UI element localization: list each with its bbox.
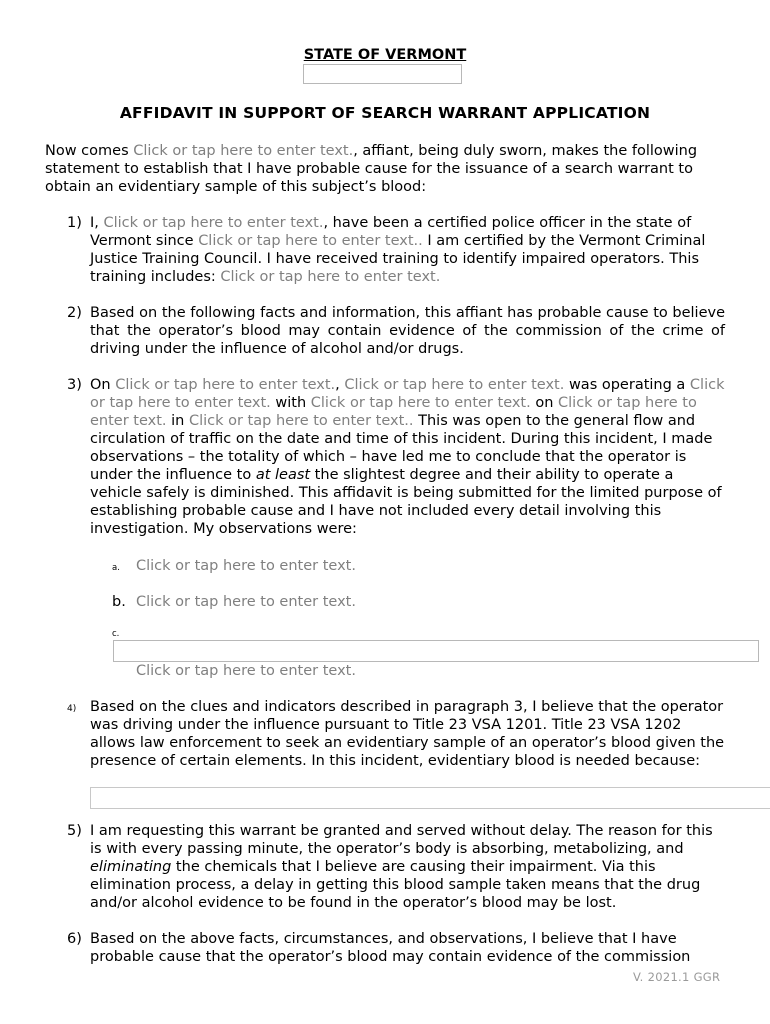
sub-label: b.	[112, 594, 126, 610]
document-state-title: STATE OF VERMONT	[303, 47, 467, 63]
paragraph-number: 3)	[67, 377, 82, 393]
sub-label: c.	[112, 629, 120, 639]
paragraph-number: 2)	[67, 305, 82, 321]
vehicle-field[interactable]: Click or tap here to enter text.	[90, 377, 725, 411]
document-heading: AFFIDAVIT IN SUPPORT OF SEARCH WARRANT APPLICATION	[119, 104, 651, 122]
observation-c-field[interactable]: Click or tap here to enter text.	[136, 663, 356, 679]
paragraph-1: 1) I, Click or tap here to enter text., have been a certified police officer in the state of Vermont since Click or tap here to enter text.. I am certified by the Vermont Criminal Justice Training Council. I have received training to identify impaired operators. This training includes: Click or tap here to enter text.	[67, 215, 706, 285]
town-field[interactable]: Click or tap here to enter text..	[188, 413, 414, 429]
certified-since-field[interactable]: Click or tap here to enter text..	[198, 233, 423, 249]
training-field[interactable]: Click or tap here to enter text.	[220, 269, 441, 285]
paragraph-4: 4) Based on the clues and indicators described in paragraph 3, I believe that the operator was driving under the influence pursuant to Title 23 VSA 1201. Title 23 VSA 1202 allows law enforcement to seek an evidentiary sample of an operator’s blood given the presence of certain elements. In this incident, evidentiary blood is needed because:	[67, 699, 725, 769]
paragraph-number: 1)	[67, 215, 82, 231]
date-field[interactable]: Click or tap here to enter text.	[115, 377, 336, 393]
paragraph-number: 4)	[67, 704, 77, 714]
affiant-name-field[interactable]: Click or tap here to enter text.	[133, 143, 354, 159]
paragraph-number: 5)	[67, 823, 82, 839]
paragraph-3: 3) On Click or tap here to enter text., Click or tap here to enter text. was operating a Click or tap here to enter text. with Click or tap here to enter text. on Click or tap here to enter text. in Click or tap here to enter text.. This was open to the general flow and circulation of traffic on the date and time of this incident. During this incident, I made observations – the totality of which – have led me to conclude that the operator is under the influence to at least the slightest degree and their ability to operate a vehicle safely is diminished. This affidavit is being submitted for the limited purpose of establishing probable cause and I have not included every detail involving this investigation. My observations were:	[67, 377, 725, 537]
road-field[interactable]: Click or tap here to enter text.	[90, 395, 697, 429]
operator-name-field[interactable]: Click or tap here to enter text.	[344, 377, 565, 393]
paragraph-number: 6)	[67, 931, 82, 947]
state-text-field[interactable]	[303, 64, 462, 84]
version-label: V. 2021.1 GGR	[633, 970, 721, 984]
intro-paragraph: Now comes Click or tap here to enter text., affiant, being duly sworn, makes the following statement to establish that I have probable cause for the issuance of a search warrant to obtain an evidentiary sample of this subject’s blood:	[45, 143, 698, 195]
paragraph-6: 6) Based on the above facts, circumstances, and observations, I believe that I have probable cause that the operator’s blood may contain evidence of the commission	[67, 931, 691, 965]
blood-reason-field[interactable]	[90, 787, 770, 809]
observation-c-box[interactable]	[113, 640, 759, 662]
observation-b-field[interactable]: Click or tap here to enter text.	[136, 594, 356, 610]
paragraph-5: 5) I am requesting this warrant be granted and served without delay. The reason for this is with every passing minute, the operator’s body is absorbing, metabolizing, and eliminating the chemicals that I believe are causing their impairment. Via this elimination process, a delay in getting this blood sample taken means that the drug and/or alcohol evidence to be found in the operator’s blood may be lost.	[67, 823, 713, 911]
plate-field[interactable]: Click or tap here to enter text.	[310, 395, 531, 411]
sub-label: a.	[112, 563, 120, 573]
observation-a-field[interactable]: Click or tap here to enter text.	[136, 558, 356, 574]
officer-name-field[interactable]: Click or tap here to enter text.	[103, 215, 324, 231]
paragraph-2: 2) Based on the following facts and information, this affiant has probable cause to believe that the operator’s blood may contain evidence of the commission of the crime of driving under the influence of alcohol and/or drugs.	[67, 305, 725, 357]
